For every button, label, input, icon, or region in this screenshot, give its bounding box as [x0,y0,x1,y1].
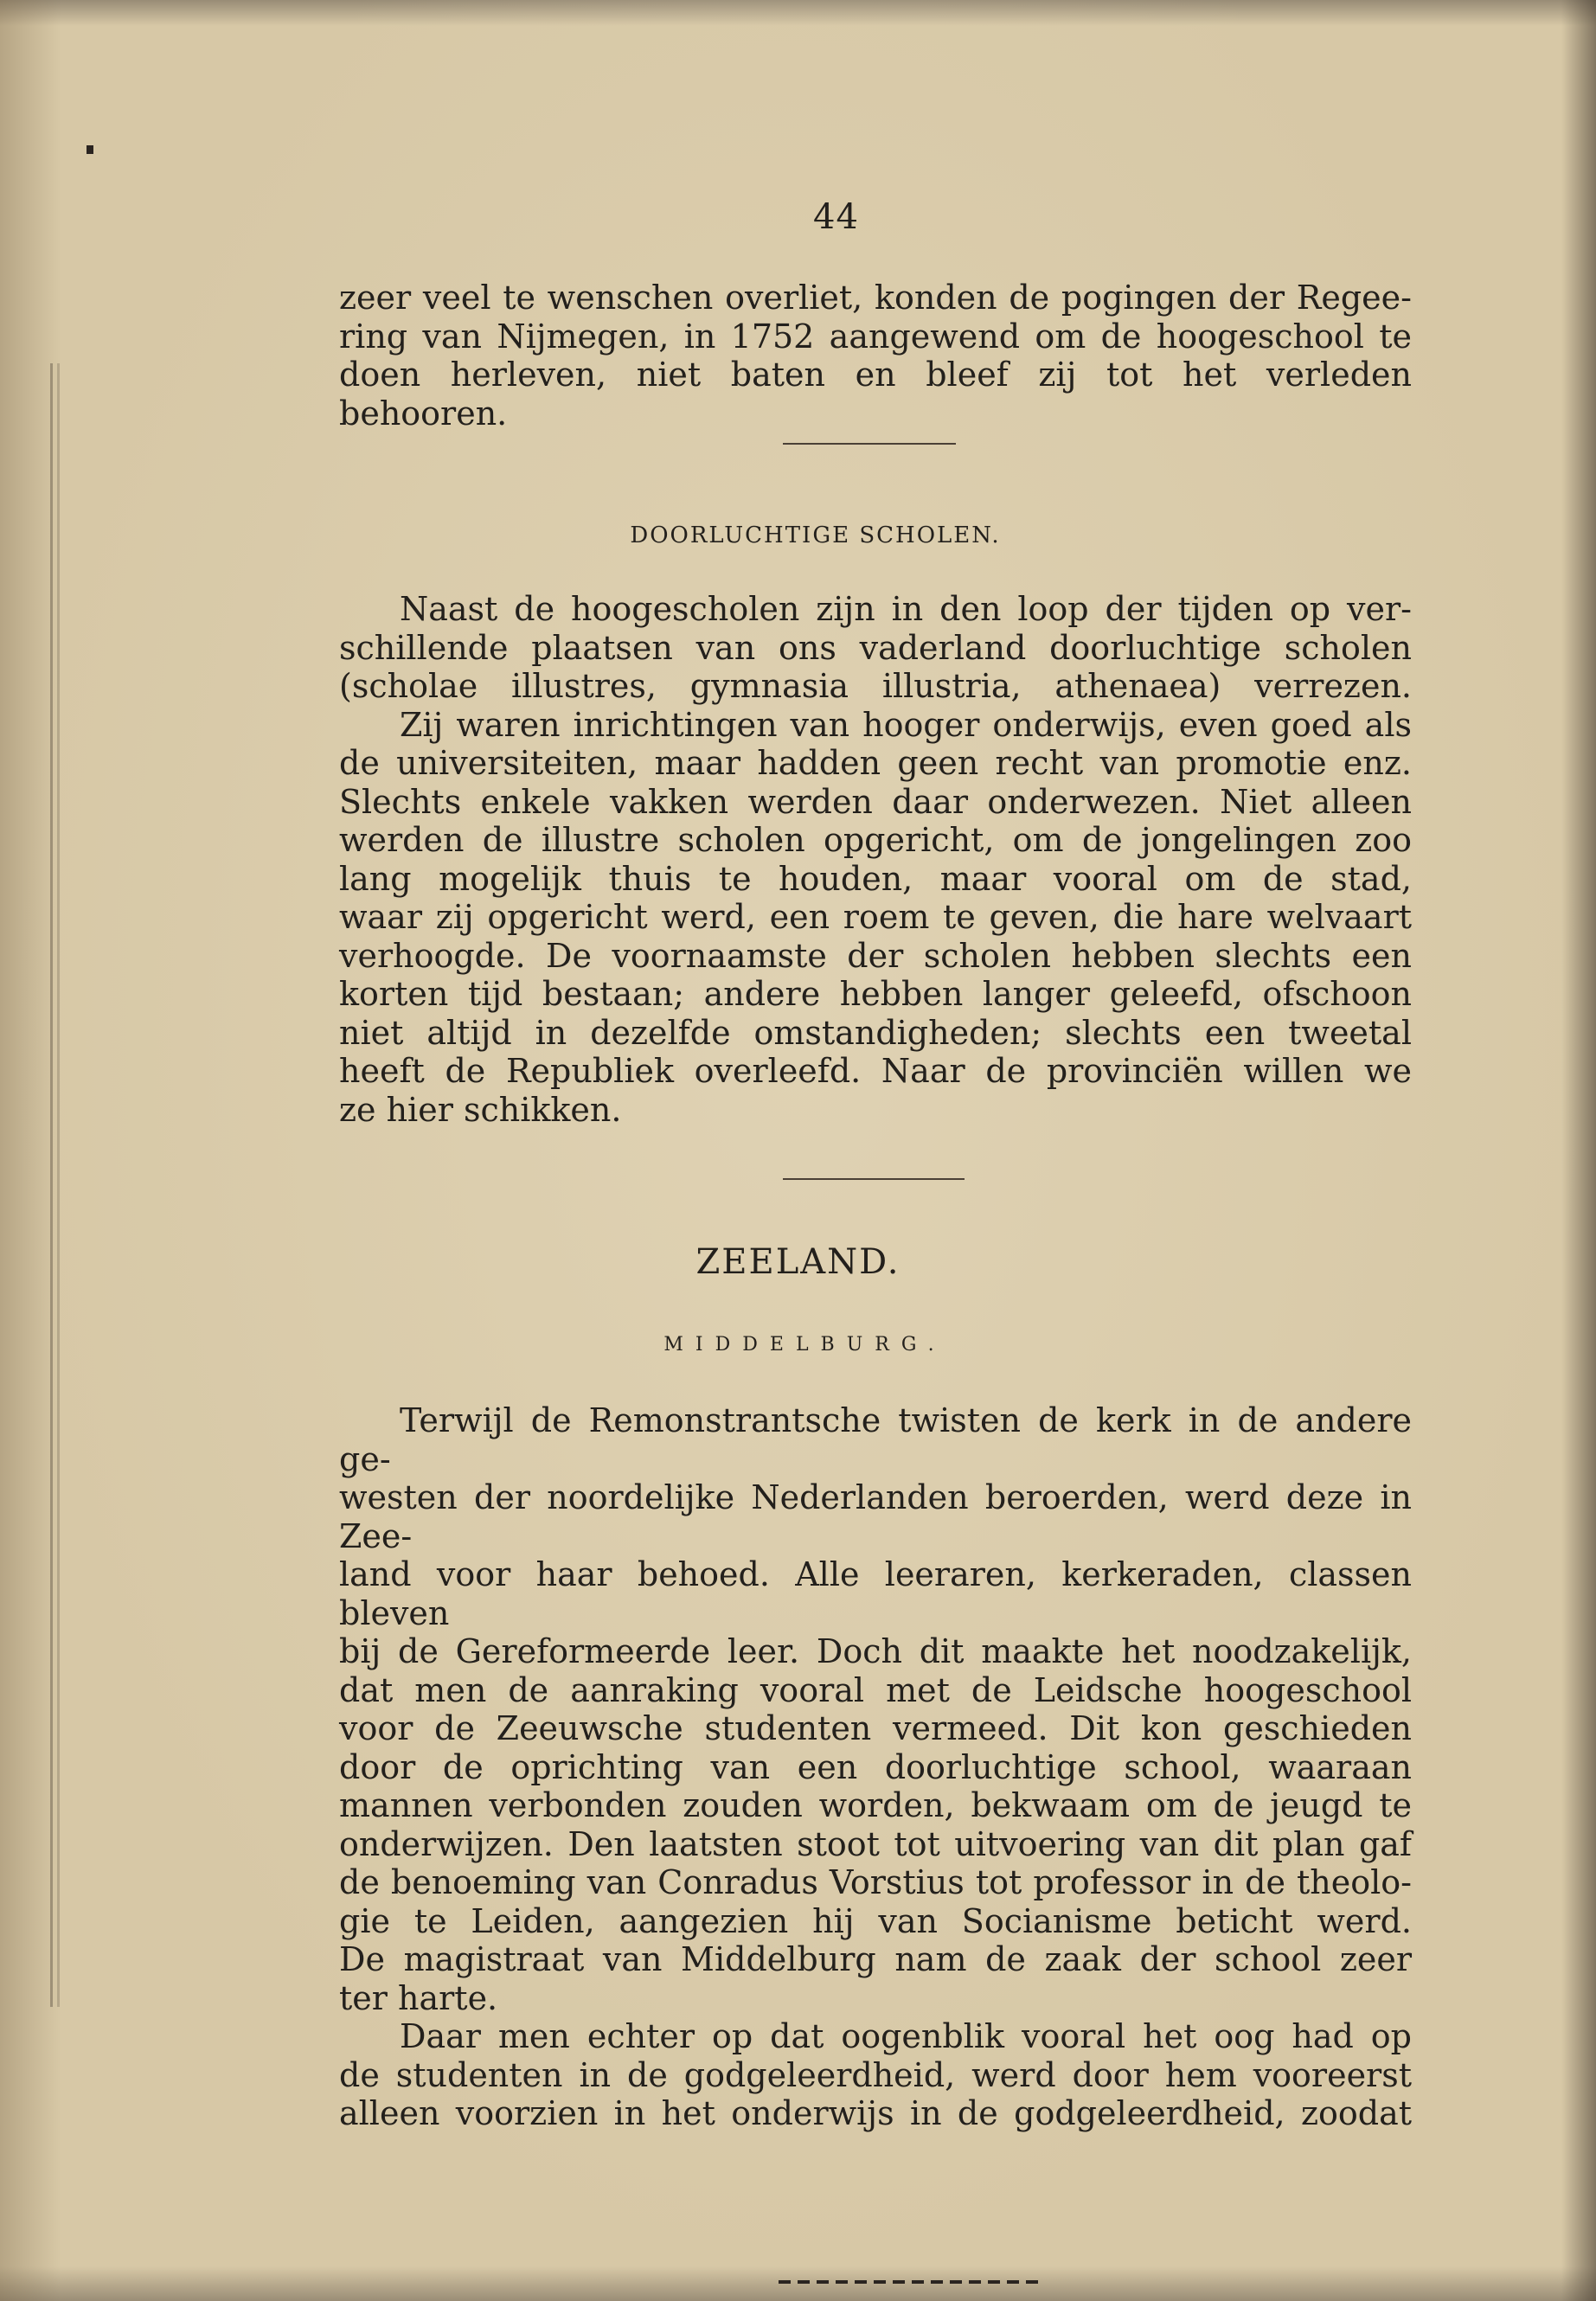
spine-shadow [50,363,53,2007]
text-line: Terwijl de Remonstrantsche twisten de kerk in de andere ge- [339,1401,1412,1478]
text-line: ring van Nijmegen, in 1752 aangewend om de hoogeschool te [339,317,1412,356]
city-heading: MIDDELBURG. [663,1334,946,1356]
text-line: Naast de hoogescholen zijn in den loop der tijden op ver- [400,590,1412,628]
section-heading: DOORLUCHTIGE SCHOLEN. [630,522,1001,548]
text-line: de universiteiten, maar hadden geen recht van promotie enz. [339,744,1412,782]
text-line: korten tijd bestaan; andere hebben langer geleefd, ofschoon [339,975,1412,1013]
text-line: verhoogde. De voornaamste der scholen hebben slechts een [339,936,1412,975]
text-line: gie te Leiden, aangezien hij van Socianisme beticht werd. [339,1901,1412,1940]
section-paragraph [339,1401,1412,2133]
text-line: onderwijzen. Den laatsten stoot tot uitvoering van dit plan gaf [339,1824,1412,1863]
text-line: voor de Zeeuwsche studenten vermeed. Dit kon geschieden [339,1709,1412,1747]
text-line: Slechts enkele vakken werden daar onderwezen. Niet alleen [339,782,1412,821]
text-line: Zij waren inrichtingen van hooger onderwijs, even goed als [400,705,1412,744]
spine-shadow [57,363,60,2007]
intro-paragraph [339,279,1412,433]
text-line: alleen voorzien in het onderwijs in de godgeleerdheid, zoodat [339,2094,1412,2132]
text-line: door de oprichting van een doorluchtige school, waaraan [339,1747,1412,1786]
text-line: westen der noordelijke Nederlanden beroerden, werd deze in Zee- [339,1478,1412,1555]
page-number: 44 [813,197,859,237]
text-line: werden de illustre scholen opgericht, om de jongelingen zoo [339,821,1412,859]
text-line: ze hier schikken. [339,1090,622,1129]
ink-speck [87,145,93,154]
text-line: de benoeming van Conradus Vorstius tot professor in de theolo- [339,1863,1412,1901]
text-line: ter harte. [339,1978,498,2017]
section-divider [783,1178,965,1180]
text-line: De magistraat van Middelburg nam de zaak der school zeer [339,1940,1412,1978]
text-line: heeft de Republiek overleefd. Naar de provinciën willen we [339,1052,1412,1090]
page-edge-mark [779,2280,1038,2284]
text-line: dat men de aanraking vooral met de Leidsche hoogeschool [339,1670,1412,1709]
text-line: bij de Gereformeerde leer. Doch dit maakte het noodzakelijk, [339,1632,1412,1670]
text-line: zeer veel te wenschen overliet, konden de pogingen der Regee- [339,279,1412,317]
text-line: waar zij opgericht werd, een roem te geven, die hare welvaart [339,898,1412,936]
text-line: mannen verbonden zouden worden, bekwaam om de jeugd te [339,1786,1412,1824]
text-line: schillende plaatsen van ons vaderland doorluchtige scholen [339,628,1412,667]
section-paragraph [339,590,1412,1129]
text-line: Daar men echter op dat oogenblik vooral het oog had op [400,2017,1412,2055]
text-line: (scholae illustres, gymnasia illustria, athenaea) verrezen. [339,667,1412,705]
text-line: lang mogelijk thuis te houden, maar vooral om de stad, [339,859,1412,898]
section-divider [783,443,956,445]
text-line: doen herleven, niet baten en bleef zij tot het verleden behooren. [339,356,1412,433]
text-line: land voor haar behoed. Alle leeraren, kerkeraden, classen bleven [339,1555,1412,1632]
text-line: niet altijd in dezelfde omstandigheden; slechts een tweetal [339,1013,1412,1052]
region-heading: ZEELAND. [695,1242,901,1282]
text-line: de studenten in de godgeleerdheid, werd door hem vooreerst [339,2055,1412,2094]
